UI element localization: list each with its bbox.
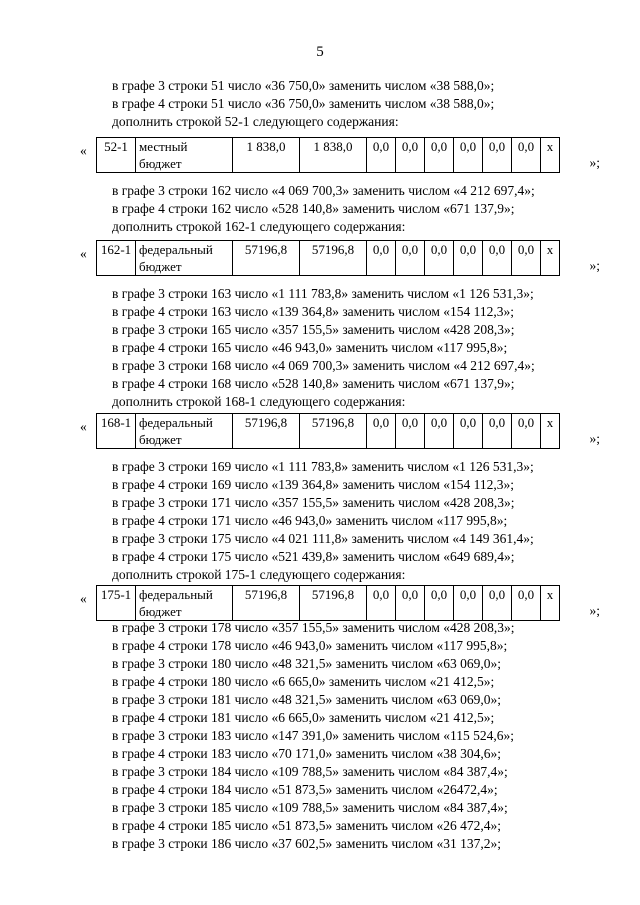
zero-value-cell: 0,0 [483, 414, 512, 449]
close-quote: »; [589, 431, 600, 446]
open-quote: « [80, 143, 87, 158]
amendment-line: в графе 3 строки 171 число «357 155,5» заменить числом «428 208,3»; [112, 495, 515, 510]
column4-value-cell: 57196,8 [300, 414, 367, 449]
table-row [97, 138, 560, 173]
amendment-line: в графе 3 строки 185 число «109 788,5» заменить числом «84 387,4»; [112, 800, 508, 815]
column4-value-cell: 57196,8 [300, 241, 367, 276]
zero-value-cell: 0,0 [367, 138, 396, 173]
zero-value-cell: 0,0 [512, 414, 541, 449]
open-quote: « [80, 246, 87, 261]
budget-name-line2: бюджет [139, 432, 182, 447]
amendment-line: дополнить строкой 52-1 следующего содержания: [112, 114, 399, 129]
budget-name-line2: бюджет [139, 259, 182, 274]
budget-name-line1: федеральный [139, 242, 213, 257]
row-code-cell: 162-1 [97, 241, 136, 276]
zero-value-cell: 0,0 [454, 138, 483, 173]
zero-value-cell: 0,0 [396, 414, 425, 449]
column3-value-cell: 57196,8 [233, 414, 300, 449]
zero-value-cell: 0,0 [367, 586, 396, 621]
page-number: 5 [316, 44, 324, 60]
amendment-line: в графе 4 строки 175 число «521 439,8» заменить числом «649 689,4»; [112, 549, 515, 564]
close-quote: »; [589, 603, 600, 618]
amendment-line: в графе 4 строки 171 число «46 943,0» заменить числом «117 995,8»; [112, 513, 508, 528]
zero-value-cell: 0,0 [483, 138, 512, 173]
zero-value-cell: 0,0 [367, 414, 396, 449]
zero-value-cell: 0,0 [396, 586, 425, 621]
amendment-line: в графе 3 строки 180 число «48 321,5» заменить числом «63 069,0»; [112, 656, 501, 671]
amendment-line: в графе 4 строки 180 число «6 665,0» заменить числом «21 412,5»; [112, 674, 495, 689]
open-quote: « [80, 419, 87, 434]
amendment-line: в графе 3 строки 163 число «1 111 783,8» заменить числом «1 126 531,3»; [112, 286, 534, 301]
inserted-row-table [80, 585, 600, 623]
zero-value-cell: 0,0 [454, 586, 483, 621]
amendment-line: в графе 4 строки 178 число «46 943,0» заменить числом «117 995,8»; [112, 638, 508, 653]
zero-value-cell: 0,0 [454, 241, 483, 276]
amendment-line: в графе 3 строки 184 число «109 788,5» заменить числом «84 387,4»; [112, 764, 508, 779]
column4-value-cell: 57196,8 [300, 586, 367, 621]
amendment-line: в графе 3 строки 165 число «357 155,5» заменить числом «428 208,3»; [112, 322, 515, 337]
column4-value-cell: 1 838,0 [300, 138, 367, 173]
budget-name-line2: бюджет [139, 156, 182, 171]
amendment-line: в графе 3 строки 178 число «357 155,5» заменить числом «428 208,3»; [112, 620, 515, 635]
budget-name-line2: бюджет [139, 604, 182, 619]
budget-name-line1: федеральный [139, 415, 213, 430]
inserted-row-table [80, 137, 600, 175]
inserted-row-table [80, 413, 600, 451]
budget-name-cell [136, 138, 233, 173]
amendment-line: в графе 3 строки 169 число «1 111 783,8» заменить числом «1 126 531,3»; [112, 459, 534, 474]
row-code-cell: 168-1 [97, 414, 136, 449]
zero-value-cell: 0,0 [454, 414, 483, 449]
close-quote: »; [589, 155, 600, 170]
x-mark-cell: х [541, 241, 560, 276]
zero-value-cell: 0,0 [396, 138, 425, 173]
zero-value-cell: 0,0 [483, 586, 512, 621]
amendment-line: в графе 3 строки 186 число «37 602,5» заменить числом «31 137,2»; [112, 836, 501, 851]
zero-value-cell: 0,0 [512, 241, 541, 276]
amendment-line: в графе 4 строки 181 число «6 665,0» заменить числом «21 412,5»; [112, 710, 495, 725]
amendment-line: в графе 4 строки 184 число «51 873,5» заменить числом «26472,4»; [112, 782, 498, 797]
budget-row-table [96, 240, 560, 276]
zero-value-cell: 0,0 [425, 241, 454, 276]
inserted-row-table [80, 240, 600, 278]
x-mark-cell: х [541, 138, 560, 173]
row-code-cell: 52-1 [97, 138, 136, 173]
zero-value-cell: 0,0 [396, 241, 425, 276]
zero-value-cell: 0,0 [367, 241, 396, 276]
zero-value-cell: 0,0 [512, 138, 541, 173]
budget-row-table [96, 585, 560, 621]
amendment-line: в графе 4 строки 162 число «528 140,8» заменить числом «671 137,9»; [112, 201, 515, 216]
amendment-line: дополнить строкой 175-1 следующего содержания: [112, 567, 406, 582]
amendment-line: в графе 3 строки 183 число «147 391,0» заменить числом «115 524,6»; [112, 728, 514, 743]
column3-value-cell: 57196,8 [233, 241, 300, 276]
column3-value-cell: 1 838,0 [233, 138, 300, 173]
zero-value-cell: 0,0 [483, 241, 512, 276]
budget-name-cell [136, 241, 233, 276]
table-row [97, 241, 560, 276]
budget-row-table [96, 137, 560, 173]
zero-value-cell: 0,0 [512, 586, 541, 621]
amendment-line: в графе 3 строки 168 число «4 069 700,3» заменить числом «4 212 697,4»; [112, 358, 535, 373]
row-code-cell: 175-1 [97, 586, 136, 621]
amendment-line: в графе 3 строки 175 число «4 021 111,8» заменить числом «4 149 361,4»; [112, 531, 534, 546]
budget-name-line1: федеральный [139, 587, 213, 602]
amendment-line: в графе 4 строки 185 число «51 873,5» заменить числом «26 472,4»; [112, 818, 501, 833]
amendment-line: в графе 3 строки 51 число «36 750,0» заменить числом «38 588,0»; [112, 78, 495, 93]
budget-name-cell [136, 586, 233, 621]
zero-value-cell: 0,0 [425, 586, 454, 621]
amendment-line: в графе 4 строки 183 число «70 171,0» заменить числом «38 304,6»; [112, 746, 501, 761]
table-row [97, 414, 560, 449]
close-quote: »; [589, 258, 600, 273]
budget-name-cell [136, 414, 233, 449]
budget-name-line1: местный [139, 139, 188, 154]
open-quote: « [80, 591, 87, 606]
budget-row-table [96, 413, 560, 449]
column3-value-cell: 57196,8 [233, 586, 300, 621]
x-mark-cell: х [541, 586, 560, 621]
amendment-line: в графе 4 строки 163 число «139 364,8» заменить числом «154 112,3»; [112, 304, 514, 319]
amendment-line: дополнить строкой 162-1 следующего содержания: [112, 219, 406, 234]
amendment-line: в графе 4 строки 51 число «36 750,0» заменить числом «38 588,0»; [112, 96, 495, 111]
amendment-line: в графе 3 строки 181 число «48 321,5» заменить числом «63 069,0»; [112, 692, 501, 707]
zero-value-cell: 0,0 [425, 414, 454, 449]
table-row [97, 586, 560, 621]
amendment-line: в графе 4 строки 165 число «46 943,0» заменить числом «117 995,8»; [112, 340, 508, 355]
amendment-line: в графе 4 строки 169 число «139 364,8» заменить числом «154 112,3»; [112, 477, 514, 492]
amendment-line: в графе 4 строки 168 число «528 140,8» заменить числом «671 137,9»; [112, 376, 515, 391]
zero-value-cell: 0,0 [425, 138, 454, 173]
amendment-line: дополнить строкой 168-1 следующего содержания: [112, 394, 406, 409]
x-mark-cell: х [541, 414, 560, 449]
amendment-line: в графе 3 строки 162 число «4 069 700,3» заменить числом «4 212 697,4»; [112, 183, 535, 198]
